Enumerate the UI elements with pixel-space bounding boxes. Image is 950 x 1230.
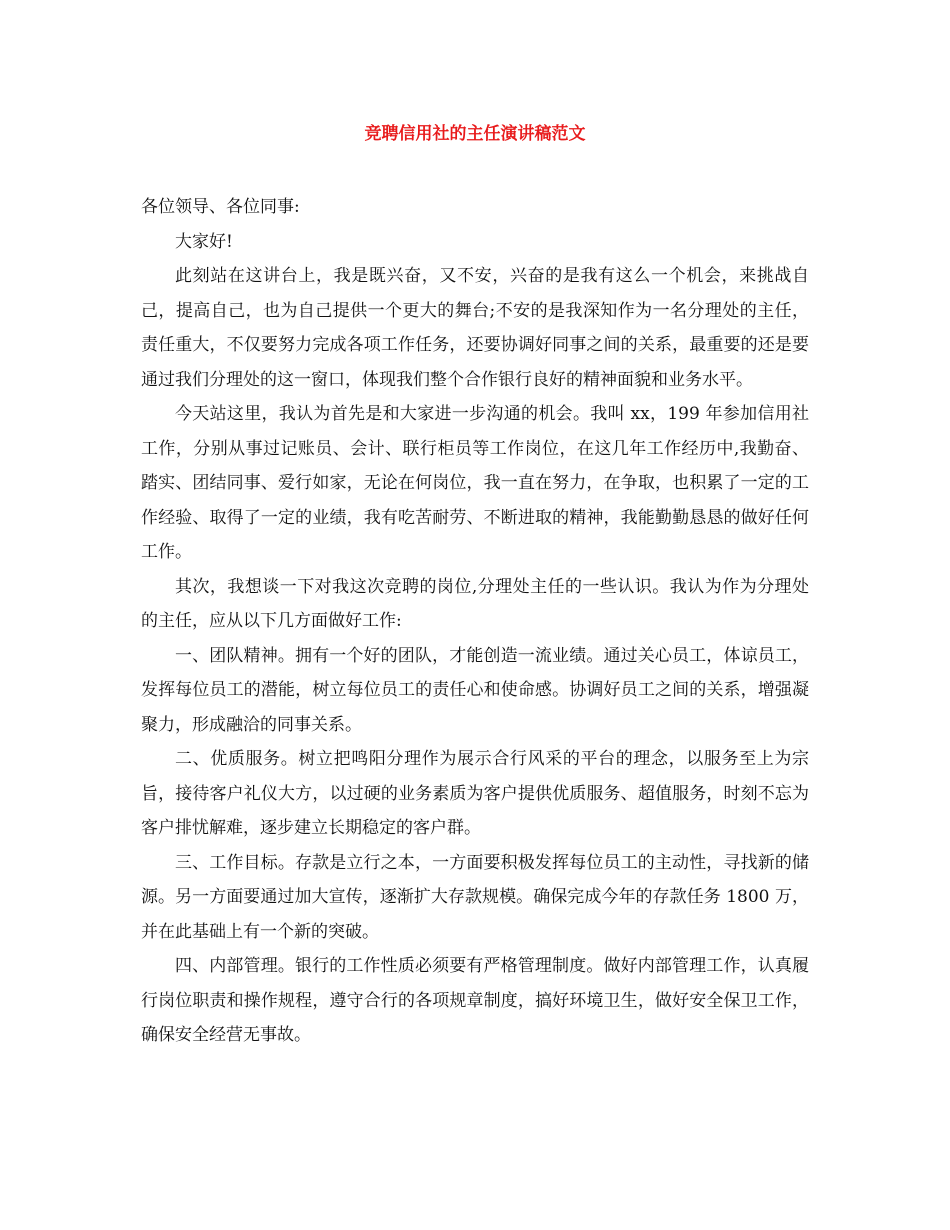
paragraph-internal-management: 四、内部管理。银行的工作性质必须要有严格管理制度。做好内部管理工作，认真履行岗位职责和操作规程，遵守合行的各项规章制度，搞好环境卫生，做好安全保卫工作，确保安全经营无事故。 (141, 956, 809, 1045)
paragraph-quality-service: 二、优质服务。树立把鸣阳分理作为展示合行风采的平台的理念，以服务至上为宗旨，接待客户礼仪大方，以过硬的业务素质为客户提供优质服务、超值服务，时刻不忘为客户排忧解难，逐步建立长期稳定的客户群。 (141, 749, 809, 838)
salutation: 各位领导、各位同事: (141, 197, 300, 217)
paragraph-role-understanding: 其次，我想谈一下对我这次竞聘的岗位,分理处主任的一些认识。我认为作为分理处的主任，应从以下几方面做好工作: (141, 576, 809, 631)
paragraph-work-goals: 三、工作目标。存款是立行之本，一方面要积极发挥每位员工的主动性，寻找新的储源。另一方面要通过加大宣传，逐渐扩大存款规模。确保完成今年的存款任务 1800 万，并在此基础上有一个新的突破。 (141, 852, 809, 942)
paragraph-greeting: 大家好! (175, 231, 233, 252)
paragraph-introduction: 今天站这里，我认为首先是和大家进一步沟通的机会。我叫 xx，199 年参加信用社工作，分别从事过记账员、会计、联行柜员等工作岗位，在这几年工作经历中,我勤奋、踏实、团结同事、爱行如家，无论在何岗位，我一直在努力，在争取，也积累了一定的工作经验、取得了一定的业绩，我有吃苦耐劳、不断进取的精神，我能勤勤恳恳的做好任何工作。 (141, 404, 809, 562)
document-title: 竞聘信用社的主任演讲稿范文 (364, 124, 586, 144)
paragraph-team-spirit: 一、团队精神。拥有一个好的团队，才能创造一流业绩。通过关心员工，体谅员工，发挥每位员工的潜能，树立每位员工的责任心和使命感。协调好员工之间的关系，增强凝聚力，形成融洽的同事关系。 (141, 645, 809, 735)
paragraph-opening: 此刻站在这讲台上，我是既兴奋，又不安，兴奋的是我有这么一个机会，来挑战自己，提高自己，也为自己提供一个更大的舞台;不安的是我深知作为一名分理处的主任，责任重大，不仅要努力完成各项工作任务，还要协调好同事之间的关系，最重要的还是要通过我们分理处的这一窗口，体现我们整个合作银行良好的精神面貌和业务水平。 (141, 266, 809, 390)
document-body (141, 190, 809, 1053)
